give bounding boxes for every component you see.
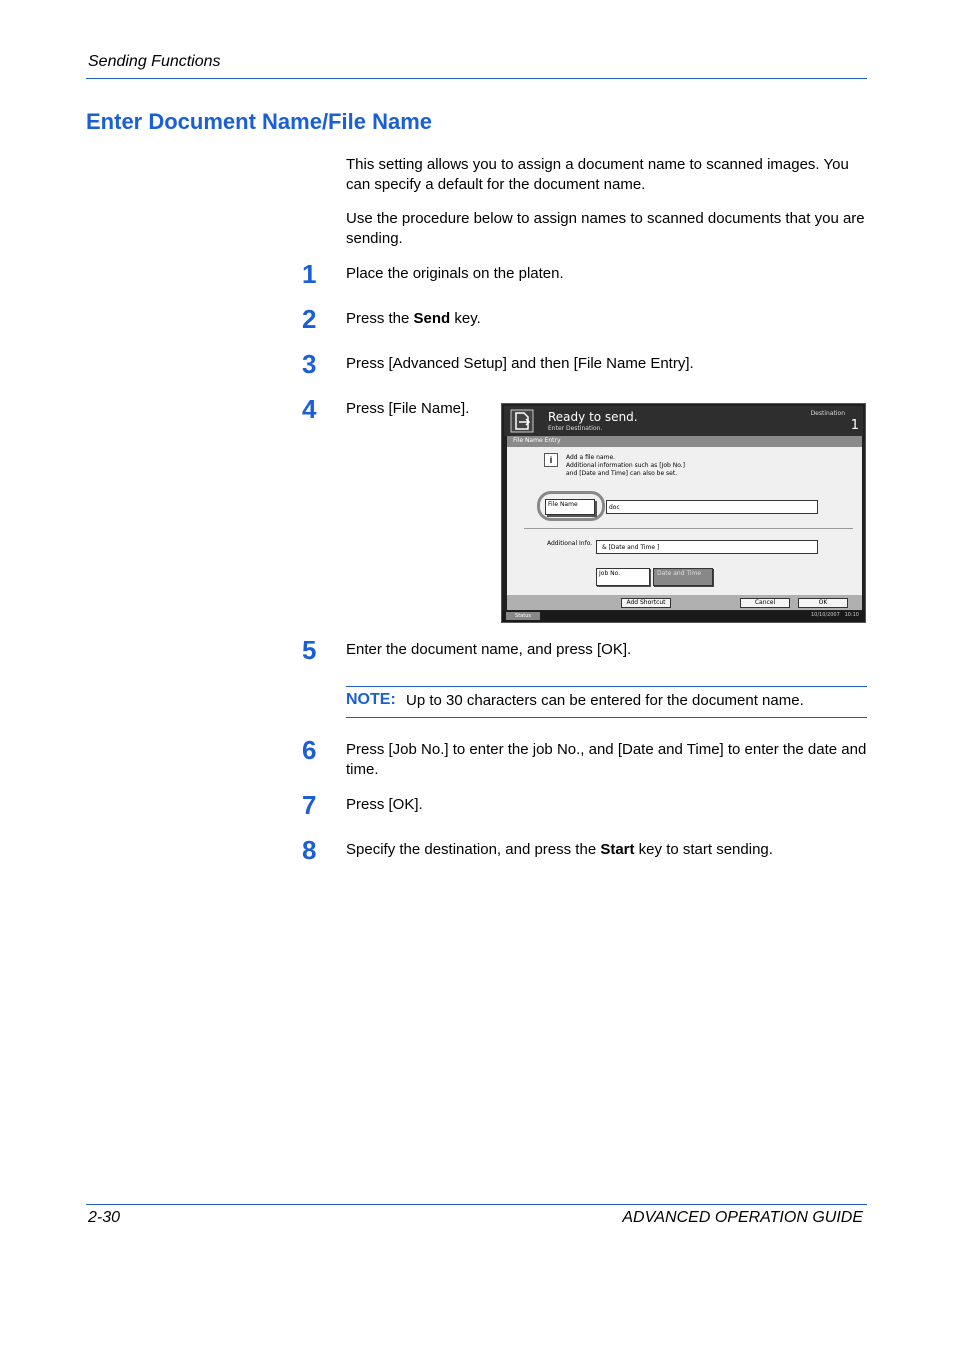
status-title: Ready to send. [548,410,638,424]
page-title: Enter Document Name/File Name [86,109,432,134]
message-line: and [Date and Time] can also be set. [566,470,678,477]
job-no-button[interactable]: Job No. [596,568,650,586]
tab-label: File Name Entry [513,437,561,444]
control-panel-screenshot [501,403,866,623]
step-number: 8 [302,835,317,865]
send-key-label: Send [413,310,451,327]
step-text-pre: Specify the destination, and press the [346,841,601,858]
step-number: 3 [302,349,317,379]
destination-label: Destination [810,410,845,417]
note-box [346,686,867,718]
step-number: 5 [302,635,317,665]
step-text-pre: Press the [346,310,414,327]
tab-file-name-entry [507,436,862,447]
page-number: 2-30 [88,1209,121,1226]
step-number: 6 [302,735,317,765]
step-text [346,840,871,860]
header-rule [86,78,867,79]
status-subtitle: Enter Destination. [548,425,603,432]
additional-info-label: Additional Info. [547,540,593,547]
panel-action-bar [507,595,862,610]
date-time-button[interactable]: Date and Time [653,568,713,586]
step-number: 4 [302,394,317,424]
note-text: Up to 30 characters can be entered for the document name. [406,692,804,709]
guide-title: ADVANCED OPERATION GUIDE [622,1209,863,1226]
intro-paragraph-2: Use the procedure below to assign names to scanned documents that you are sending. [346,210,865,247]
footer-rule [86,1204,867,1205]
date-readout: 10/10/2007 [810,612,840,618]
step-text-post: key to start sending. [634,841,773,858]
step-text-post: key. [450,310,481,327]
file-name-field[interactable]: doc [606,500,818,514]
note-label: NOTE: [346,691,396,708]
panel-message [566,454,685,478]
info-icon: i [544,453,558,467]
step-text [346,309,871,329]
file-name-button[interactable]: File Name [545,499,595,515]
message-line: Additional information such as [Job No.] [566,462,686,469]
step-number: 2 [302,304,317,334]
start-key-label: Start [600,841,635,858]
step-text: Place the originals on the platen. [346,265,564,282]
add-shortcut-button[interactable]: Add Shortcut [621,598,671,608]
step-number: 1 [302,259,317,289]
ok-button[interactable]: OK [798,598,848,608]
step-text: Press [OK]. [346,796,423,813]
step-text: Enter the document name, and press [OK]. [346,641,632,658]
status-button[interactable]: Status [506,612,540,620]
step-number: 7 [302,790,317,820]
panel-content [507,447,862,595]
divider [524,528,853,529]
panel-status-header [504,406,863,436]
running-header: Sending Functions [88,53,221,70]
message-line: Add a file name. [566,454,616,461]
destination-count: 1 [850,418,859,433]
cancel-button[interactable]: Cancel [740,598,790,608]
time-readout: 10:10 [844,612,859,618]
panel-status-bar [502,611,865,622]
document-send-icon [510,409,534,433]
step-text: Press [Job No.] to enter the job No., and [Date and Time] to enter the date and time. [346,741,867,778]
additional-info-field: & [Date and Time ] [596,540,818,554]
step-text: Press [Advanced Setup] and then [File Name Entry]. [346,355,694,372]
intro-paragraph-1: This setting allows you to assign a document name to scanned images. You can specify a default for the document name. [346,156,849,193]
step-text: Press [File Name]. [346,400,470,417]
date-time-readout [811,612,859,618]
